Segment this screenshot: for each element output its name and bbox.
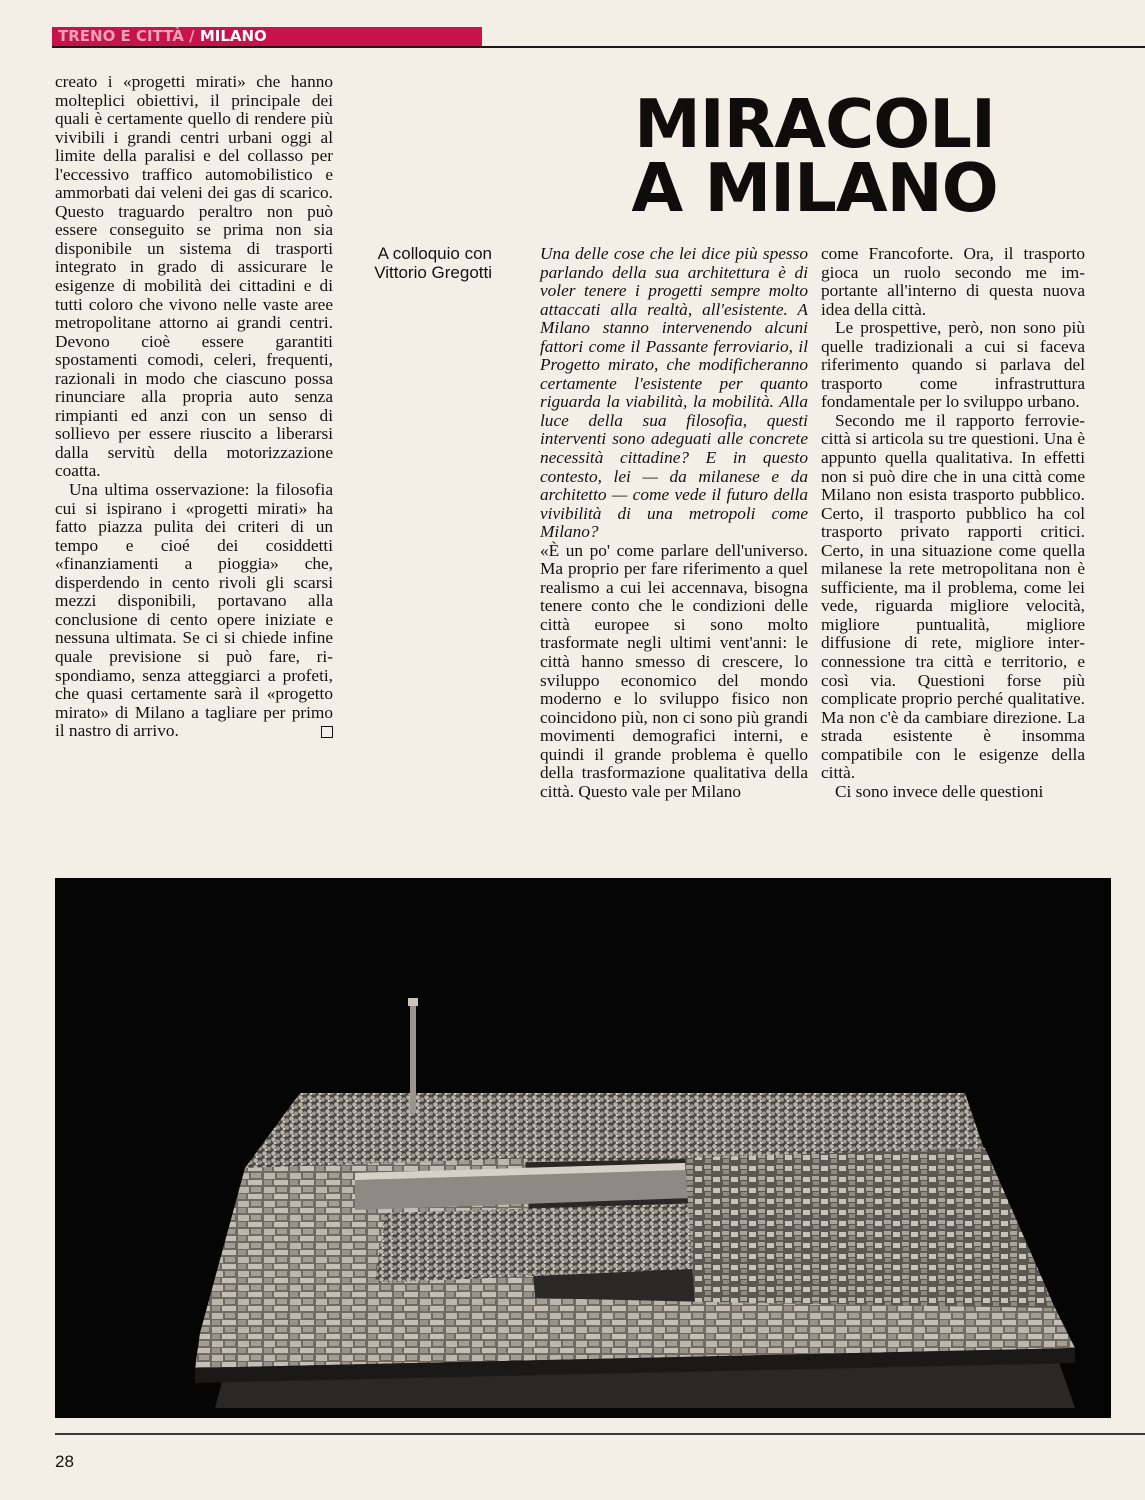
paragraph: come Francoforte. Ora, il trasporto gioca un ruolo secondo me importante all'interno di questa nuova idea della città. [821,244,1085,319]
interview-answer: «È un po' come parlare dell'universo. Ma proprio per fare riferimento a quel realismo a cui lei accennava, bisogna tenere conto che le condizioni delle città europee si sono molto trasformate negli ultimi vent'anni: le città hanno smesso di crescere, lo sviluppo economico del mondo moderno e lo sviluppo fisico non coincidono più, non ci sono più grandi movimenti demografici interni, e quindi il grande problema è quello della trasformazione qualitativa della città. Questo vale per Milano [540,540,808,801]
article-column-1 [55,73,333,741]
page-number: 28 [55,1452,74,1471]
paragraph: Ci sono invece delle questioni [835,781,1044,801]
footer-divider [55,1433,1145,1435]
paragraph: creato i «progetti mirati» che hanno molteplici obiettivi, il principale dei quali è certamente quello di rendere più vivibili i grandi centri urbani oggi al limite della paralisi e del collasso per l'eccessivo traffico automobilistico e ammorbati dai veleni dei gas di scarico. Questo traguardo peraltro non può essere conseguito se prima non sia disponibile un sistema di trasporti integrato in grado di assicurare le esigenze di mobilità dei cittadini e di tutti coloro che vivono nelle vaste aree metropolitane attorno ai grandi centri. Devono cioè essere garantiti spostamenti comodi, celeri, frequenti, razionali in modo che ciascuno possa rinunciare alla propria auto senza rimpianti ed anzi con un senso di sollievo per essere riuscito a liberarsi dalla servitù della motorizzazione coatta. [55,72,333,481]
article-title [612,85,1017,227]
section-label: TRENO E CITTÀ / [58,27,195,45]
section-header [52,27,482,46]
title-line-1: MIRACOLI [634,85,995,163]
end-of-article-mark [321,726,333,738]
header-divider [52,46,1145,48]
architectural-model-photo [55,878,1111,1418]
interview-question: Una delle cose che lei dice più spesso parlando della sua architettura è di voler tenere i progetti sempre molto attaccati alla realtà, all'esistente. A Milano stanno intervenendo alcuni fattori come il Passante ferroviario, il Progetto mirato, che modificheranno certamente l'esistente per quanto riguarda la viabilità, la mobilità. Alla luce della sua filosofia, questi interventi sono adeguati alle concrete necessità cittadine? E in questo contesto, lei — da milanese e da architetto — come vede il futuro della vivibilità di una metropoli come Milano? [540,244,808,542]
paragraph: Le prospettive, però, non sono più quelle tradizionali a cui si faceva riferimento quando si parlava del trasporto come infrastruttura fondamentale per lo sviluppo urbano. [821,318,1085,412]
city-model-illustration [55,878,1111,1418]
section-city: MILANO [199,27,267,45]
title-line-2: A MILANO [631,149,998,227]
paragraph: Secondo me il rapporto ferrovie-città si articola su tre questioni. Una è appunto quella qualitativa. In effetti non si può dire che in una città come Milano non esista trasporto pubblico. Certo, il trasporto pubblico ha col trasporto privato rapporti critici. Certo, in una situazione come quella milanese la rete metropolitana non è sufficiente, ma il problema, come lei vede, riguarda migliore velocità, migliore puntualità, migliore diffusione di rete, migliore interconnessione tra città e territorio, e così via. Questioni forse più complicate proprio perché qualitative. Ma non c'è da cambiare direzione. La strada esistente è insomma compatibile con le esigenze della città. [821,410,1085,783]
byline: A colloquio con Vittorio Gregotti [374,244,492,282]
article-column-3 [540,245,808,801]
paragraph-text: Una ultima osservazione: la filosofia cui si ispirano i «progetti mirati» ha fatto piazza pulita dei criteri di un tempo e cioé dei cosiddetti «finanziamenti a pioggia» che, disperdendo in cento rivoli gli scarsi mezzi disponibili, portavano alla conclusione di cento opere iniziate e nessuna ultimata. Se ci si chiede infine quale previsione si può fare, rispondiamo, senza atteggiarci a profeti, che quasi certamente sarà il «progetto mirato» di Milano a tagliare per primo il nastro di arrivo. [55,480,333,741]
paragraph [55,481,333,741]
article-column-4 [821,245,1085,801]
